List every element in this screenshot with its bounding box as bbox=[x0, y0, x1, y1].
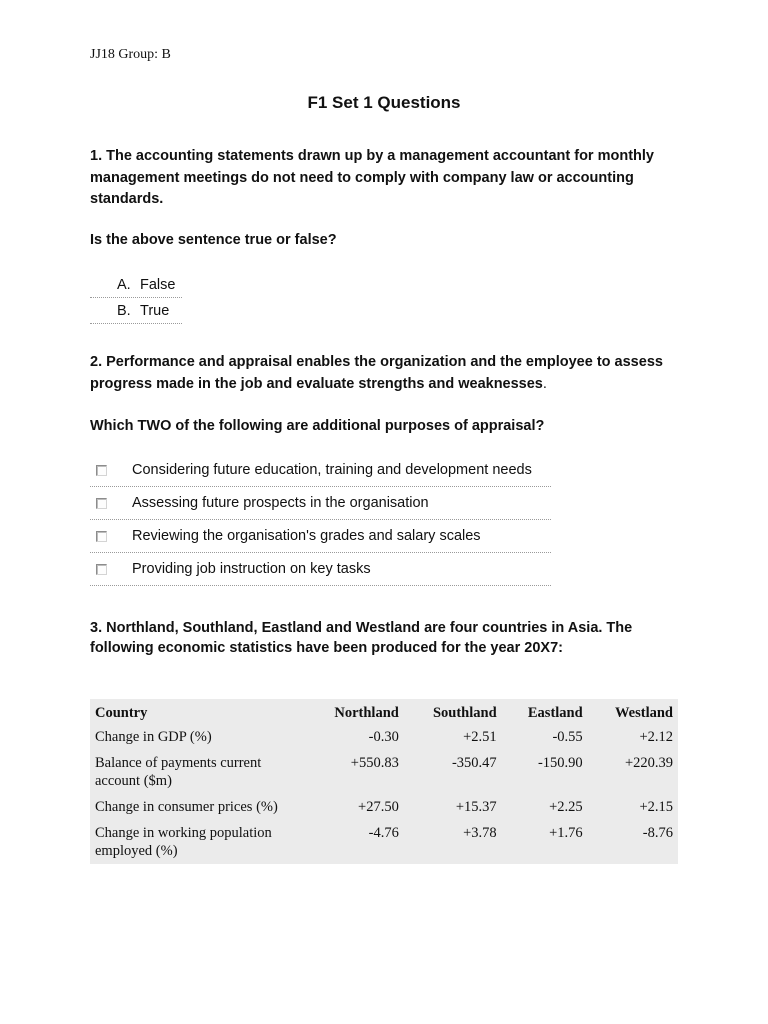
checkbox-label: Assessing future prospects in the organisation bbox=[132, 495, 429, 511]
table-cell: +550.83 bbox=[350, 755, 399, 771]
column-header: Southland bbox=[432, 705, 497, 721]
question-2-options bbox=[90, 454, 551, 586]
table-cell: -4.76 bbox=[368, 825, 399, 841]
column-header: Westland bbox=[614, 705, 673, 721]
checkbox-option[interactable] bbox=[90, 454, 551, 487]
table-cell: -150.90 bbox=[537, 755, 583, 771]
table-row bbox=[90, 750, 678, 794]
option-b[interactable] bbox=[90, 298, 182, 324]
checkbox-label: Reviewing the organisation's grades and salary scales bbox=[132, 528, 481, 544]
column-header: Eastland bbox=[527, 705, 583, 721]
table-cell: +3.78 bbox=[463, 825, 497, 841]
checkbox-option[interactable] bbox=[90, 553, 551, 586]
checkbox-option[interactable] bbox=[90, 520, 551, 553]
column-header: Northland bbox=[334, 705, 399, 721]
row-label: Change in GDP (%) bbox=[95, 729, 212, 745]
option-label: False bbox=[140, 277, 176, 293]
table-cell: -0.55 bbox=[552, 729, 583, 745]
table-cell: +27.50 bbox=[358, 799, 399, 815]
question-2-text bbox=[90, 352, 690, 395]
option-letter: B. bbox=[117, 303, 131, 319]
table-cell: +2.51 bbox=[463, 729, 497, 745]
table-cell: -8.76 bbox=[642, 825, 673, 841]
option-letter: A. bbox=[117, 277, 131, 293]
table-cell: +15.37 bbox=[455, 799, 497, 815]
option-label: True bbox=[140, 303, 170, 319]
table-cell: +2.15 bbox=[639, 799, 673, 815]
column-header: Country bbox=[95, 705, 148, 721]
table-cell: +1.76 bbox=[549, 825, 583, 841]
checkbox-label: Providing job instruction on key tasks bbox=[132, 561, 371, 577]
economic-statistics-table bbox=[90, 699, 678, 864]
row-label: Change in consumer prices (%) bbox=[95, 799, 278, 815]
question-2-body: 2. Performance and appraisal enables the organization and the employee to assess progress made in the job and evaluate strengths and weaknesses bbox=[90, 354, 663, 392]
table-header-row bbox=[90, 699, 678, 726]
document-header: JJ18 Group: B bbox=[90, 47, 171, 62]
checkbox[interactable] bbox=[96, 531, 107, 542]
question-3-text: 3. Northland, Southland, Eastland and Westland are four countries in Asia. The following economic statistics have been produced for the year 20X7: bbox=[90, 620, 633, 656]
checkbox[interactable] bbox=[96, 498, 107, 509]
checkbox-label: Considering future education, training and development needs bbox=[132, 462, 532, 478]
question-1-text: 1. The accounting statements drawn up by a management accountant for monthly management meetings do not need to comply with company law or accounting standards. bbox=[90, 148, 654, 207]
question-2-period: . bbox=[542, 375, 547, 392]
table-row bbox=[90, 794, 678, 820]
question-1-prompt: Is the above sentence true or false? bbox=[90, 232, 337, 248]
row-label: Balance of payments current account ($m) bbox=[95, 755, 262, 789]
table-cell: +2.12 bbox=[639, 729, 673, 745]
question-1-options bbox=[90, 272, 182, 324]
checkbox[interactable] bbox=[96, 564, 107, 575]
checkbox[interactable] bbox=[96, 465, 107, 476]
table-cell: +220.39 bbox=[624, 755, 673, 771]
option-a[interactable] bbox=[90, 272, 182, 298]
table-cell: -350.47 bbox=[451, 755, 497, 771]
table-cell: +2.25 bbox=[549, 799, 583, 815]
row-label: Change in working population employed (%) bbox=[95, 825, 272, 859]
table-cell: -0.30 bbox=[368, 729, 399, 745]
checkbox-option[interactable] bbox=[90, 487, 551, 520]
table-row bbox=[90, 820, 678, 864]
question-2-prompt: Which TWO of the following are additional purposes of appraisal? bbox=[90, 418, 545, 434]
table-row bbox=[90, 726, 678, 750]
page-title: F1 Set 1 Questions bbox=[307, 93, 461, 112]
